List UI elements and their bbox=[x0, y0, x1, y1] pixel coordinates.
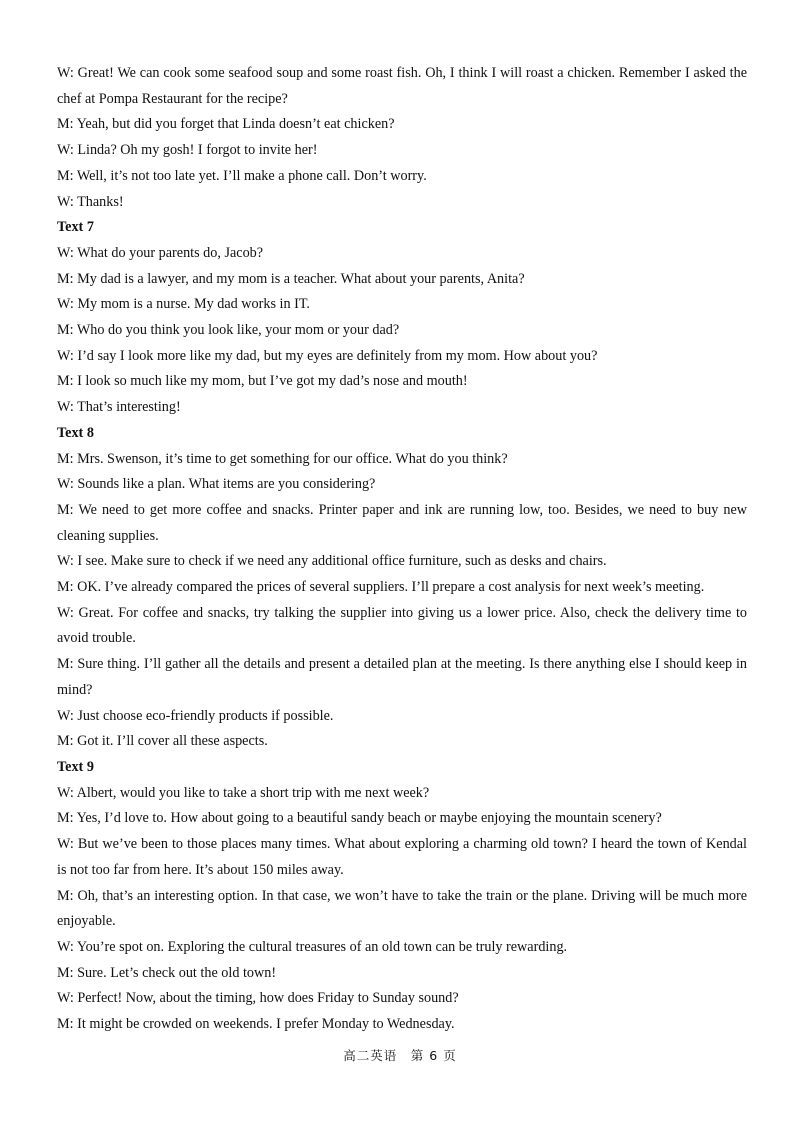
section-heading-text-7: Text 7 bbox=[57, 219, 94, 236]
document-body bbox=[57, 61, 747, 1038]
section-heading-text-8: Text 8 bbox=[57, 424, 94, 441]
dialogue-line: W: Just choose eco-friendly products if possible. bbox=[57, 707, 334, 724]
dialogue-line: M: Who do you think you look like, your mom or your dad? bbox=[57, 322, 400, 339]
dialogue-line: W: But we’ve been to those places many times. What about exploring a charming old town? I heard the town of Kendal is not too far from here. It’s about 150 miles away. bbox=[57, 836, 747, 878]
dialogue-line: M: Sure thing. I’ll gather all the details and present a detailed plan at the meeting. Is there anything else I should keep in mind? bbox=[57, 656, 747, 698]
dialogue-line: W: I see. Make sure to check if we need any additional office furniture, such as desks and chairs. bbox=[57, 553, 607, 570]
dialogue-line: M: It might be crowded on weekends. I prefer Monday to Wednesday. bbox=[57, 1016, 455, 1033]
dialogue-line: M: Well, it’s not too late yet. I’ll make a phone call. Don’t worry. bbox=[57, 167, 427, 184]
dialogue-line: M: Got it. I’ll cover all these aspects. bbox=[57, 733, 268, 750]
dialogue-line: M: We need to get more coffee and snacks. Printer paper and ink are running low, too. Besides, we need to buy new cleaning supplies. bbox=[57, 501, 747, 544]
dialogue-line: W: What do your parents do, Jacob? bbox=[57, 244, 264, 261]
dialogue-line: M: Yeah, but did you forget that Linda doesn’t eat chicken? bbox=[57, 116, 395, 133]
dialogue-line: M: Oh, that’s an interesting option. In that case, we won’t have to take the train or the plane. Driving will be much more enjoyable. bbox=[57, 887, 747, 930]
dialogue-line: M: My dad is a lawyer, and my mom is a teacher. What about your parents, Anita? bbox=[57, 270, 525, 287]
dialogue-line: M: I look so much like my mom, but I’ve got my dad’s nose and mouth! bbox=[57, 373, 468, 390]
dialogue-line: W: Great. For coffee and snacks, try talking the supplier into giving us a lower price. Also, check the delivery time to avoid trouble. bbox=[57, 604, 747, 647]
dialogue-line: M: Yes, I’d love to. How about going to a beautiful sandy beach or maybe enjoying the mountain scenery? bbox=[57, 810, 662, 827]
dialogue-line: W: Perfect! Now, about the timing, how does Friday to Sunday sound? bbox=[57, 990, 459, 1007]
dialogue-line: M: Sure. Let’s check out the old town! bbox=[57, 964, 277, 981]
dialogue-line: M: OK. I’ve already compared the prices of several suppliers. I’ll prepare a cost analysis for next week’s meeting. bbox=[57, 579, 705, 596]
dialogue-line: W: Thanks! bbox=[57, 193, 124, 210]
dialogue-line: W: That’s interesting! bbox=[57, 399, 181, 416]
dialogue-line: W: Sounds like a plan. What items are you considering? bbox=[57, 476, 376, 493]
dialogue-line: W: My mom is a nurse. My dad works in IT. bbox=[57, 296, 310, 313]
dialogue-line: M: Mrs. Swenson, it’s time to get something for our office. What do you think? bbox=[57, 450, 508, 467]
dialogue-line: W: Albert, would you like to take a short trip with me next week? bbox=[57, 784, 430, 801]
dialogue-line: W: I’d say I look more like my dad, but my eyes are definitely from my mom. How about you? bbox=[57, 347, 598, 364]
page-footer: 高二英语 第 6 页 bbox=[343, 1048, 457, 1063]
dialogue-line: W: Linda? Oh my gosh! I forgot to invite her! bbox=[57, 142, 318, 159]
dialogue-line: W: You’re spot on. Exploring the cultural treasures of an old town can be truly rewarding. bbox=[57, 938, 568, 955]
section-heading-text-9: Text 9 bbox=[57, 758, 94, 775]
dialogue-line: W: Great! We can cook some seafood soup and some roast fish. Oh, I think I will roast a chicken. Remember I asked the chef at Pompa Restaurant for the recipe? bbox=[57, 65, 747, 107]
